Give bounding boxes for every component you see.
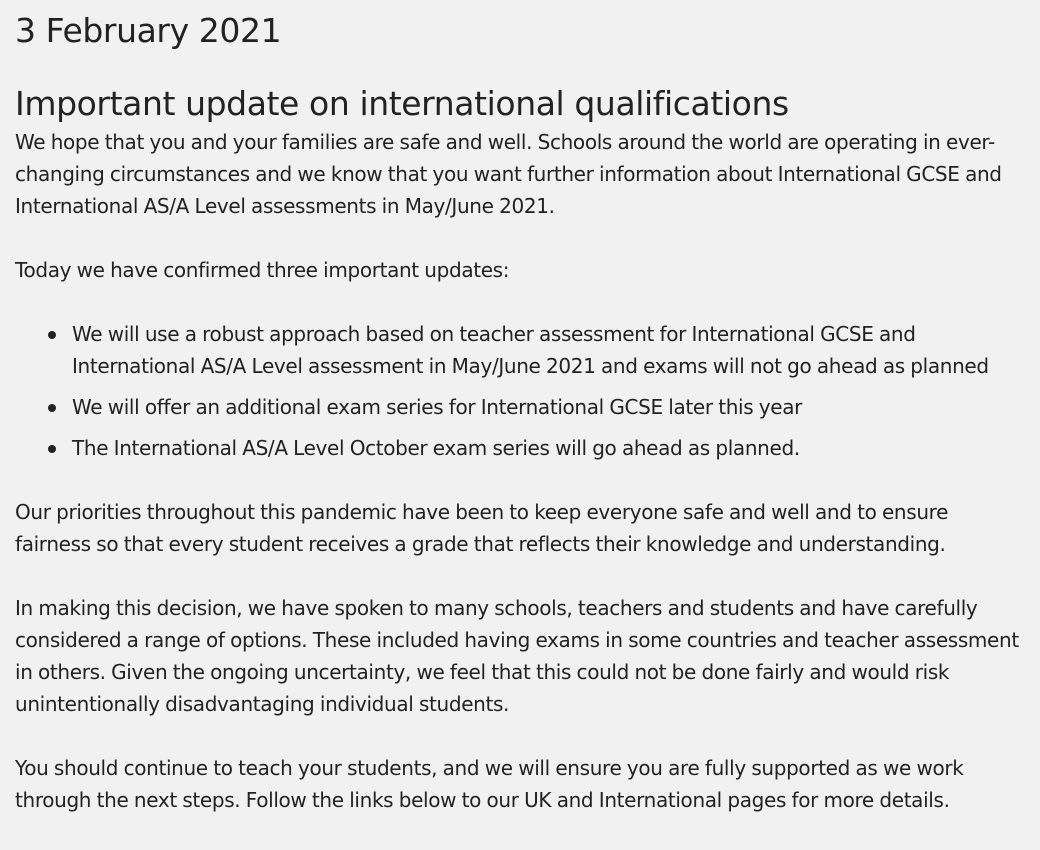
news-article: [0, 11, 1025, 816]
article-date: 3 February 2021: [15, 11, 282, 50]
intro-paragraph: We hope that you and your families are safe and well. Schools around the world are operating in ever-changing circumstances and we know that you want further information about International GCSE and International AS/A Level assessments in May/June 2021.: [15, 130, 1002, 218]
updates-lead-paragraph: Today we have confirmed three important updates:: [15, 258, 510, 282]
priorities-paragraph: Our priorities throughout this pandemic have been to keep everyone safe and well and to ensure fairness so that every student receives a grade that reflects their knowledge and understanding.: [15, 500, 949, 556]
list-item: [72, 432, 1025, 464]
next-steps-paragraph: You should continue to teach your students, and we will ensure you are fully supported as we work through the next steps. Follow the links below to our UK and International pages for more details.: [15, 756, 964, 812]
bullet-icon: [48, 331, 56, 339]
decision-paragraph: In making this decision, we have spoken to many schools, teachers and students and have carefully considered a range of options. These included having exams in some countries and teacher assessment in others. Given the ongoing uncertainty, we feel that this could not be done fairly and would risk unintentionally disadvantaging individual students.: [15, 596, 1019, 716]
article-headline: Important update on international qualifications: [15, 84, 789, 123]
list-item: [72, 318, 1025, 382]
list-item-text: We will offer an additional exam series for International GCSE later this year: [72, 395, 803, 419]
list-item-text: The International AS/A Level October exam series will go ahead as planned.: [72, 436, 800, 460]
updates-list: [15, 318, 1025, 464]
bullet-icon: [48, 404, 56, 412]
list-item-text: We will use a robust approach based on teacher assessment for International GCSE and International AS/A Level assessment in May/June 2021 and exams will not go ahead as planned: [72, 322, 989, 378]
list-item: [72, 391, 1025, 423]
bullet-icon: [48, 445, 56, 453]
